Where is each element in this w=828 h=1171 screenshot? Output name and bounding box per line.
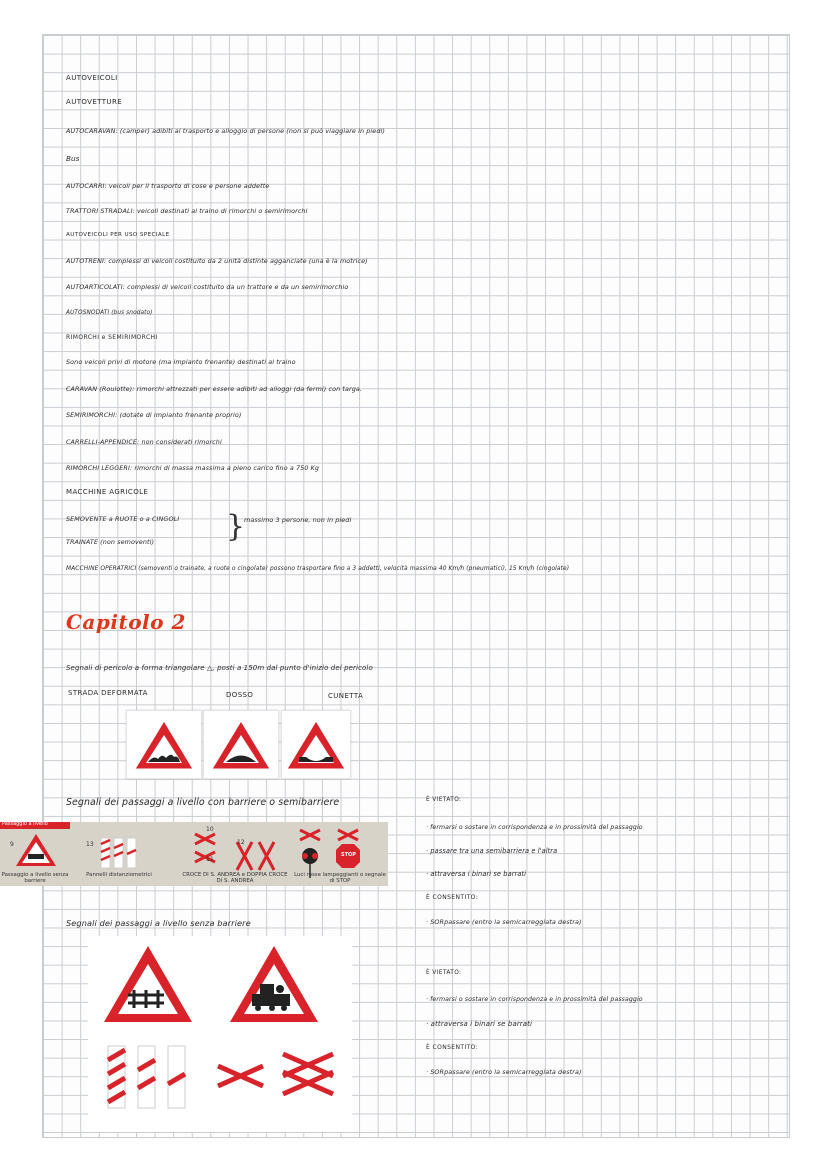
crossing-no-barriers-photo bbox=[88, 936, 352, 1132]
danger-intro: Segnali di pericolo a forma triangolare △, posti a 150m dal punto d'inizio del pericolo bbox=[66, 664, 373, 672]
rules1-item: · passare tra una semibarriera e l'altra bbox=[426, 847, 558, 855]
crossing-without-barriers-title: Segnali dei passaggi a livello senza barriere bbox=[66, 918, 251, 928]
note-line: AUTOCARAVAN: (camper) adibiti al trasporto e alloggio di persone (non si può viaggiare in piedi) bbox=[66, 127, 385, 135]
sign-strada-deformata bbox=[126, 710, 202, 779]
rules1-forbidden: È VIETATO: bbox=[426, 797, 462, 803]
note-line: MACCHINE AGRICOLE bbox=[66, 488, 149, 496]
note-line: SEMIRIMORCHI: (dotate di impianto frenante proprio) bbox=[66, 411, 242, 419]
rules2-item: · attraversa i binari se barrati bbox=[426, 1020, 533, 1028]
warning-triangle-icon bbox=[282, 711, 350, 778]
danger-label-cunetta: CUNETTA bbox=[328, 692, 364, 700]
note-line: AUTOSNODATI (bus snodato) bbox=[66, 310, 153, 316]
note-line: MACCHINE OPERATRICI (semoventi o trainate, a ruote o cingolate) possono trasportare fino a 3 addetti, velocità massima 40 Km/h (pneumatici), 15 Km/h (cingolate) bbox=[66, 566, 570, 572]
note-line: AUTOVETTURE bbox=[66, 98, 123, 106]
rules1-allowed: È CONSENTITO: bbox=[426, 894, 479, 901]
note-line: Sono veicoli privi di motore (ma impianto frenante) destinati al traino bbox=[66, 358, 296, 366]
rules2-allowed: È CONSENTITO: bbox=[426, 1044, 479, 1051]
note-line: AUTOVEICOLI PER USO SPECIALE bbox=[66, 232, 170, 238]
rules2-forbidden: È VIETATO: bbox=[426, 970, 462, 976]
chapter-title: Capitolo 2 bbox=[66, 610, 186, 634]
note-line: AUTOARTICOLATI: complessi di veicoli costituito da un trattore e da un semirimorchio bbox=[66, 283, 349, 291]
note-line: AUTOCARRI: veicoli per il trasporto di cose e persone addette bbox=[66, 182, 270, 190]
rules1-item: · attraversa i binari se barrati bbox=[426, 870, 527, 878]
brace: } bbox=[226, 509, 246, 544]
note-line: RIMORCHI LEGGERI: rimorchi di massa massima a pieno carico fino a 750 Kg bbox=[66, 464, 320, 472]
note-line: AUTOTRENI: complessi di veicoli costituito da 2 unità distinte agganciate (una è la motrice) bbox=[66, 257, 368, 265]
note-line: SEMOVENTE a RUOTE o a CINGOLI bbox=[66, 515, 180, 523]
note-line: CARAVAN (Roulotte): rimorchi attrezzati per essere adibiti ad alloggi (da fermi) con targa. bbox=[66, 385, 363, 393]
brace-note: massimo 3 persone, non in piedi bbox=[244, 516, 352, 524]
note-line: CARRELLI-APPENDICE: non considerati rimorchi bbox=[66, 438, 222, 446]
note-line: Bus bbox=[66, 154, 80, 163]
danger-label-deformata: STRADA DEFORMATA bbox=[68, 689, 148, 697]
note-line: RIMORCHI e SEMIRIMORCHI bbox=[66, 334, 158, 341]
crossing-barriers-photo: Passaggio a livello 9 13 10 11 12 STOP Passaggio a livello senza barriere Pannelli distanziometrici CROCE DI S. ANDREA e DOPPIA CROCE DI S. ANDREA Luci rosse lampeggianti o segnale di STOP bbox=[0, 822, 388, 886]
crossing-no-barriers-signs-icon bbox=[88, 936, 352, 1132]
rules2-allowed-item: · SORpassare (entro la semicarreggiata destra) bbox=[426, 1068, 582, 1076]
rules2-item: · fermarsi o sostare in corrispondenza e in prossimità del passaggio bbox=[426, 996, 643, 1003]
sign-cunetta bbox=[281, 710, 351, 779]
rules1-allowed-item: · SORpassare (entro la semicarreggiata destra) bbox=[426, 918, 582, 926]
note-line: TRAINATE (non semoventi) bbox=[66, 538, 155, 546]
note-line: AUTOVEICOLI bbox=[66, 74, 118, 82]
danger-label-dosso: DOSSO bbox=[226, 691, 254, 699]
rules1-item: · fermarsi o sostare in corrispondenza e in prossimità del passaggio bbox=[426, 824, 643, 831]
crossing-with-barriers-title: Segnali dei passaggi a livello con barriere o semibarriere bbox=[66, 797, 340, 808]
warning-triangle-icon bbox=[127, 711, 201, 778]
warning-triangle-icon bbox=[204, 711, 278, 778]
note-line: TRATTORI STRADALI: veicoli destinati al traino di rimorchi o semirimorchi bbox=[66, 207, 308, 215]
sign-dosso bbox=[203, 710, 279, 779]
